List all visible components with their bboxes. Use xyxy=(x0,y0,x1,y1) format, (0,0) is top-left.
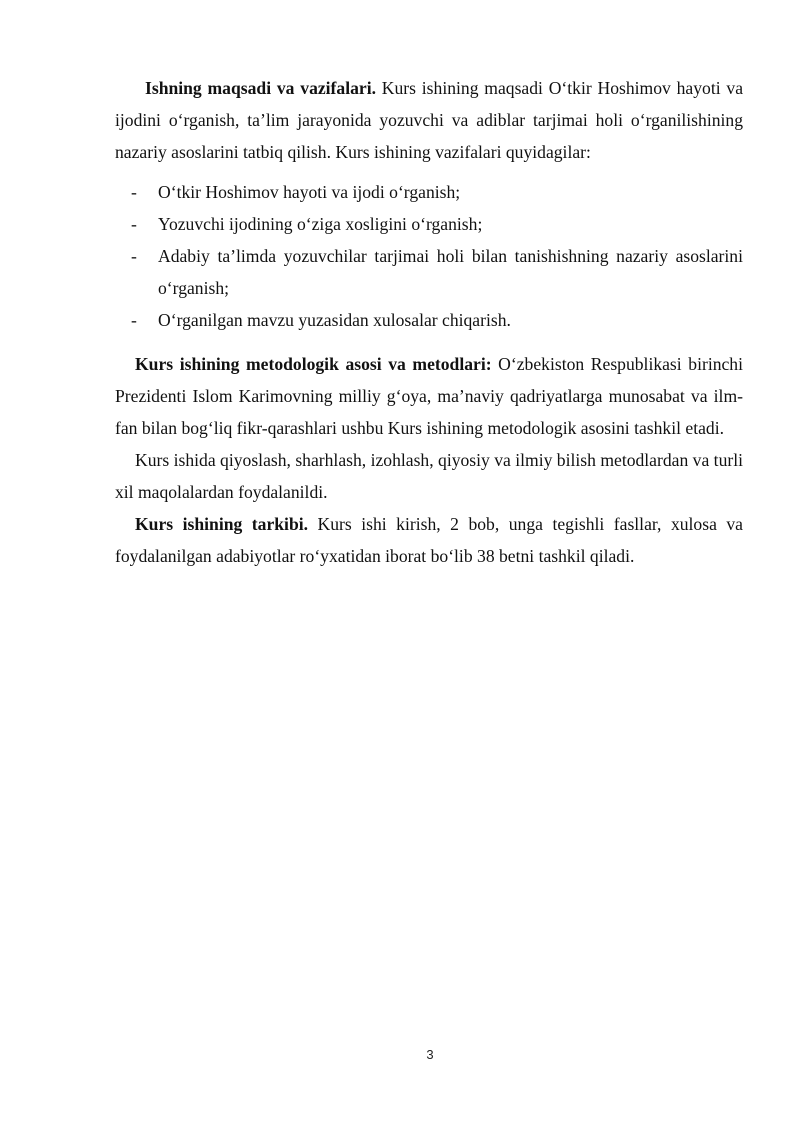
list-item xyxy=(115,240,743,304)
list-marker: - xyxy=(131,182,137,202)
list-item xyxy=(115,208,743,240)
tasks-list xyxy=(115,176,743,336)
aim-heading: Ishning maqsadi va vazifalari. xyxy=(145,78,376,98)
structure-text: Kurs ishi kirish, 2 bob, unga tegishli fasllar, xulosa va foydalanilgan adabiyotlar ro‘yxatidan iborat bo‘lib 38 betni tashkil qiladi. xyxy=(115,514,743,566)
list-item xyxy=(115,304,743,336)
list-marker: - xyxy=(131,310,137,330)
list-item xyxy=(115,176,743,208)
methodology-text: O‘zbekiston Respublikasi birinchi Prezidenti Islom Karimovning milliy g‘oya, ma’naviy qadriyatlarga munosabat va ilm-fan bilan bog‘liq fikr-qarashlari ushbu Kurs ishining metodologik asosini tashkil etadi. xyxy=(115,354,743,438)
methods-paragraph: Kurs ishida qiyoslash, sharhlash, izohlash, qiyosiy va ilmiy bilish metodlardan va turli xil maqolalardan foydalanildi. xyxy=(115,450,743,502)
document-body xyxy=(115,72,743,572)
structure-heading: Kurs ishining tarkibi. xyxy=(135,514,309,534)
aim-text: Kurs ishining maqsadi O‘tkir Hoshimov hayoti va ijodini o‘rganish, ta’lim jarayonida yozuvchi va adiblar tarjimai holi o‘rganilishining nazariy asoslarini tatbiq qilish. Kurs ishining vazifalari quyidagilar: xyxy=(115,78,743,162)
methodology-paragraph xyxy=(115,348,743,444)
list-marker: - xyxy=(131,214,137,234)
list-item-text: O‘rganilgan mavzu yuzasidan xulosalar chiqarish. xyxy=(158,310,511,330)
list-item-text: O‘tkir Hoshimov hayoti va ijodi o‘rganish; xyxy=(158,182,461,202)
page-number: 3 xyxy=(426,1047,434,1062)
structure-paragraph xyxy=(115,508,743,572)
list-item-text: Adabiy ta’limda yozuvchilar tarjimai holi bilan tanishishning nazariy asoslarini o‘rganish; xyxy=(158,246,743,298)
aim-paragraph xyxy=(115,72,743,168)
list-marker: - xyxy=(131,246,137,266)
list-item-text: Yozuvchi ijodining o‘ziga xosligini o‘rganish; xyxy=(158,214,483,234)
methodology-heading: Kurs ishining metodologik asosi va metodlari: xyxy=(135,354,492,374)
